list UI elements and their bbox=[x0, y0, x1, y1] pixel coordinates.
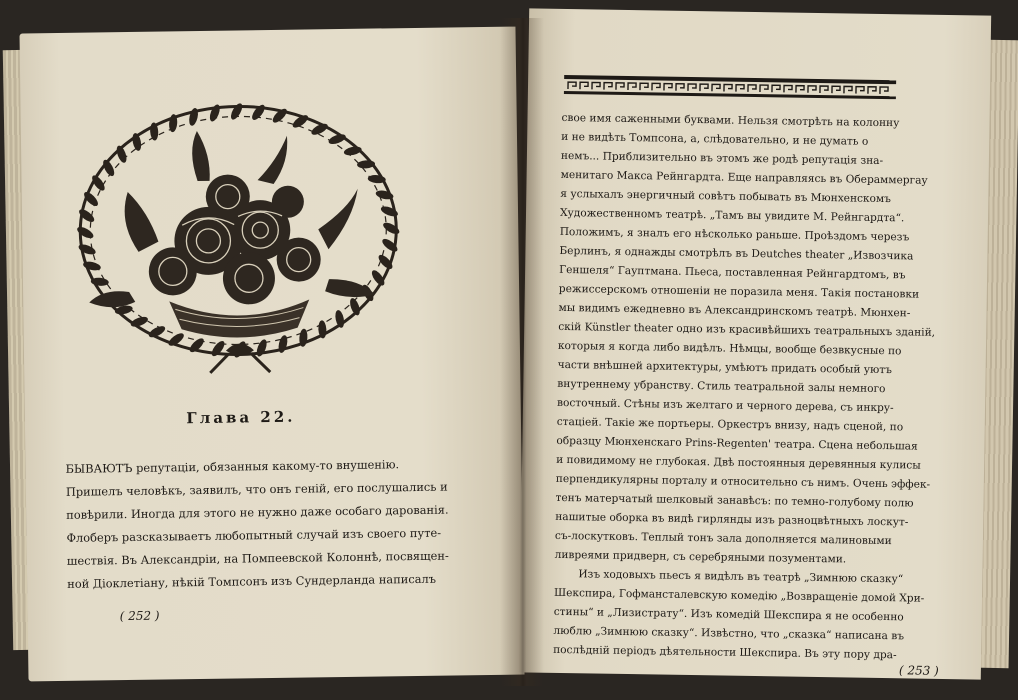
text-line: Шекспира, Гофмансталевскую комедiю „Возвращенiе домой Хри- bbox=[553, 586, 925, 605]
text-line: тенъ матерчатый шелковый занавѣсъ: по темно-голубому полю bbox=[555, 491, 914, 510]
wreath-leaf bbox=[343, 145, 362, 156]
text-line: менитаго Макса Рейнгардта. Еще направляясь въ Обераммергау bbox=[560, 168, 928, 187]
text-line: Художественномъ театрѣ. „Тамъ вы увидите М. Рейнгардта“. bbox=[559, 206, 905, 225]
text-line: ной Дiоклетiану, нѣкiй Томпсонъ изъ Сундерланда написалъ bbox=[67, 571, 437, 591]
text-line: Геншеля“ Гауптмана. Пьеса, поставленная Рейнгардтомъ, въ bbox=[559, 263, 906, 282]
text-line: и не видѣть Томпсона, а, слѣдовательно, и не думать о bbox=[561, 130, 869, 148]
text-line: Пришелъ человѣкъ, заявилъ, что онъ генiй, его послушались и bbox=[65, 479, 448, 499]
text-line: Положимъ, я зналъ его нѣсколько раньше. Проѣздомъ черезъ bbox=[559, 225, 910, 244]
text-line: перпендикулярны порталу и относительно съ нимъ. Очень эффек- bbox=[555, 472, 931, 491]
text-line: люблю „Зимнюю сказку“. Извѣстно, что „сказка“ написана въ bbox=[553, 624, 905, 643]
text-line: шествiя. Въ Александрiи, на Помпеевской Колоннѣ, посвящен- bbox=[66, 548, 449, 568]
text-line: повѣрили. Иногда для этого не нужно даже особаго дарованiя. bbox=[66, 502, 449, 522]
text-line: БЫВАЮТЪ репутацiи, обязанныя какому-то внушенiю. bbox=[65, 457, 400, 476]
text-line: послѣднiй перiодъ дѣятельности Шекспира. Въ эту пору дра- bbox=[553, 643, 897, 662]
right-page-content bbox=[519, 8, 991, 679]
wreath-leaf bbox=[115, 144, 129, 164]
text-line: ливреями придверн, съ серебряными позументами. bbox=[554, 548, 847, 566]
wreath-leaf bbox=[131, 132, 142, 151]
text-line: стины“ и „Лизистрату“. Изъ комедiй Шекспира я не особенно bbox=[553, 605, 904, 624]
text-line: немъ... Приблизительно въ этомъ же родѣ репутацiя зна- bbox=[560, 149, 884, 167]
text-line: мы видимъ ежедневно въ Александринскомъ театрѣ. Мюнхен- bbox=[558, 301, 911, 320]
chapter-title: Глава 22. bbox=[186, 407, 296, 428]
text-line: стацiей. Такiе же портьеры. Оркестръ внизу, надъ сценой, по bbox=[556, 415, 904, 434]
text-line: я услыхалъ энергичный совѣтъ побывать въ Мюнхенскомъ bbox=[560, 187, 892, 206]
text-line: которыя я когда либо видѣлъ. Нѣмцы, вообще безвкусные по bbox=[557, 339, 902, 358]
wreath-leaf bbox=[357, 160, 375, 169]
text-line: образцу Мюнхенскаго Prins-Regenten' театра. Сцена небольшая bbox=[556, 434, 918, 453]
wreath-leaf bbox=[348, 297, 362, 317]
right-page bbox=[519, 8, 991, 679]
text-line: Изъ ходовыхъ пьесъ я видѣлъ въ театрѣ „Зимнюю сказку“ bbox=[578, 568, 904, 586]
wreath-leaf bbox=[229, 102, 245, 122]
wreath-leaf bbox=[334, 309, 345, 328]
text-line: части внѣшней архитектуры, умѣютъ придать особый уютъ bbox=[557, 358, 892, 377]
text-line: внутреннему убранству. Стиль театральной залы немного bbox=[557, 377, 886, 396]
left-page bbox=[20, 27, 525, 682]
text-line: нашитые оборка въ видѣ гирлянды изъ разноцвѣтныхъ лоскут- bbox=[555, 510, 909, 529]
right-body-text bbox=[553, 112, 938, 662]
text-line: восточный. Стѣны изъ желтаго и черного дерева, съ инкру- bbox=[556, 396, 894, 415]
wreath-leaf bbox=[75, 225, 95, 241]
header-ornament bbox=[564, 75, 896, 99]
text-line: съ-лоскутковъ. Теплый тонъ зала дополняется малиновыми bbox=[554, 529, 892, 548]
text-line: свое имя саженными буквами. Нельзя смотрѣть на колонну bbox=[561, 111, 900, 130]
wreath-illustration bbox=[74, 99, 403, 374]
text-line: и повидимому не глубокая. Двѣ постоянныя деревянныя кулисы bbox=[556, 453, 921, 472]
text-line: режиссерскомъ отношенiи не поразила меня. Такiя постановки bbox=[558, 282, 920, 301]
book-gutter-shadow bbox=[500, 18, 544, 686]
text-line: Флоберъ разсказываетъ любопытный случай изъ своего путе- bbox=[66, 525, 442, 545]
left-page-content bbox=[20, 27, 525, 682]
text-line: скiй Künstler theater одно изъ красивѣйшихъ театральныхъ зданiй, bbox=[558, 320, 936, 339]
page-number-left: ( 252 ) bbox=[119, 608, 160, 624]
page-number-right: ( 253 ) bbox=[898, 663, 939, 678]
text-line: Берлинъ, я однажды смотрѣлъ въ Deutches theater „Извозчика bbox=[559, 244, 914, 263]
left-body-text bbox=[65, 457, 449, 591]
wreath-leaf bbox=[381, 220, 401, 236]
